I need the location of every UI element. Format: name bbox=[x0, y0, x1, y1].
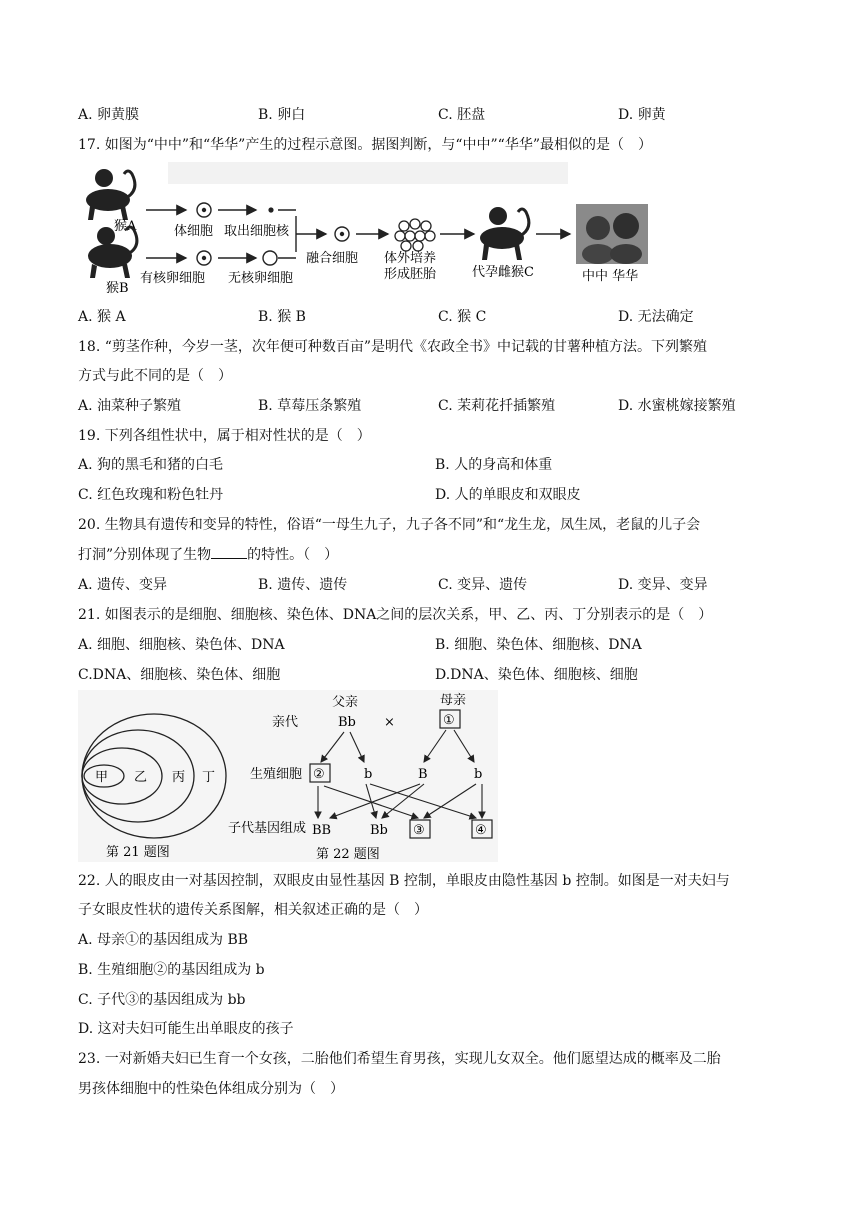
q21-q22-figures bbox=[78, 690, 498, 862]
nucleus-icon bbox=[268, 207, 273, 212]
q16-option-b: B. 卵白 bbox=[258, 107, 306, 123]
q20-stem-line1: 20. 生物具有遗传和变异的特性，俗语“一母生九子，九子各不同”和“龙生龙，凤生凤，老鼠的儿子会 bbox=[78, 517, 701, 533]
monkey-a-label: 猴A bbox=[114, 219, 137, 234]
q20-option-b: B. 遗传、遗传 bbox=[258, 577, 348, 593]
q22-mark-1: ① bbox=[443, 713, 455, 728]
q16-option-c: C. 胚盘 bbox=[438, 107, 486, 123]
babies-label: 中中 华华 bbox=[582, 269, 639, 284]
q19-options-row1 bbox=[78, 456, 798, 474]
embryo-icon bbox=[395, 219, 435, 251]
q22-gamete-mother-b: b bbox=[474, 767, 483, 782]
q22-mark-4: ④ bbox=[475, 823, 487, 838]
q22-cross-sign: × bbox=[384, 715, 395, 730]
q21-option-c: C.DNA、细胞核、染色体、细胞 bbox=[78, 667, 281, 683]
q19-stem: 19. 下列各组性状中，属于相对性状的是（ ） bbox=[78, 428, 371, 444]
monkey-b-icon bbox=[88, 227, 137, 278]
q20-answer-blank bbox=[211, 546, 247, 559]
baby-monkeys-photo bbox=[576, 204, 648, 264]
q20-stem-part-a: 打洞”分别体现了生物 bbox=[78, 547, 212, 563]
q19-option-b: B. 人的身高和体重 bbox=[435, 457, 553, 473]
q22-offspring-Bb: Bb bbox=[370, 823, 388, 838]
q22-parents-label: 亲代 bbox=[272, 715, 299, 730]
q22-mother-label: 母亲 bbox=[440, 693, 467, 708]
q19-option-a: A. 狗的黑毛和猪的白毛 bbox=[78, 457, 224, 473]
somatic-cell-label: 体细胞 bbox=[174, 224, 214, 239]
monkey-c-label: 代孕雌猴C bbox=[472, 265, 534, 280]
q22-gamete-mother-B: B bbox=[418, 767, 428, 782]
q22-mark-2: ② bbox=[313, 767, 325, 782]
q20-option-a: A. 遗传、变异 bbox=[78, 577, 168, 593]
monkey-b-label: 猴B bbox=[106, 281, 129, 296]
q17-figure bbox=[78, 158, 658, 300]
q19-options-row2 bbox=[78, 486, 798, 504]
q21-option-d: D.DNA、染色体、细胞核、细胞 bbox=[435, 667, 638, 683]
q18-option-d: D. 水蜜桃嫁接繁殖 bbox=[618, 398, 736, 414]
q16-option-a: A. 卵黄膜 bbox=[78, 107, 140, 123]
q22-option-b: B. 生殖细胞②的基因组成为 b bbox=[78, 962, 265, 978]
q21-option-b: B. 细胞、染色体、细胞核、DNA bbox=[435, 637, 642, 653]
q18-options bbox=[78, 397, 798, 415]
culture-label-2: 形成胚胎 bbox=[384, 267, 437, 282]
q22-offspring-BB: BB bbox=[312, 823, 332, 838]
q17-option-c: C. 猴 C bbox=[438, 309, 487, 325]
q21-label-jia: 甲 bbox=[95, 770, 109, 785]
q17-stem: 17. 如图为“中中”和“华华”产生的过程示意图。据图判断，与“中中”“华华”最相似的是（ ） bbox=[78, 137, 652, 153]
q18-stem-line1: 18. “剪茎作种，今岁一茎，次年便可种数百亩”是明代《农政全书》中记载的甘薯种植方法。下列繁殖 bbox=[78, 339, 708, 355]
q22-stem-line2: 子女眼皮性状的遗传关系图解，相关叙述正确的是（ ） bbox=[78, 902, 428, 918]
q20-option-d: D. 变异、变异 bbox=[618, 577, 708, 593]
q17-option-a: A. 猴 A bbox=[78, 309, 126, 325]
enucleated-egg-label: 无核卵细胞 bbox=[228, 271, 294, 286]
q22-gamete-father-b: b bbox=[364, 767, 373, 782]
q22-mark-3: ③ bbox=[413, 823, 425, 838]
q20-option-c: C. 变异、遗传 bbox=[438, 577, 528, 593]
q21-options-row2 bbox=[78, 666, 798, 684]
q22-caption: 第 22 题图 bbox=[316, 847, 380, 862]
q22-father-label: 父亲 bbox=[332, 695, 359, 710]
q17-option-b: B. 猴 B bbox=[258, 309, 306, 325]
q20-stem-line2 bbox=[78, 546, 338, 564]
q17-options bbox=[78, 308, 798, 326]
q18-option-b: B. 草莓压条繁殖 bbox=[258, 398, 362, 414]
take-nucleus-label: 取出细胞核 bbox=[224, 224, 290, 239]
q21-label-bing: 丙 bbox=[172, 770, 186, 785]
q17-option-d: D. 无法确定 bbox=[618, 309, 694, 325]
q21-options-row1 bbox=[78, 636, 798, 654]
q19-option-d: D. 人的单眼皮和双眼皮 bbox=[435, 487, 581, 503]
q22-option-d: D. 这对夫妇可能生出单眼皮的孩子 bbox=[78, 1021, 294, 1037]
q22-germ-cells-label: 生殖细胞 bbox=[250, 767, 303, 782]
q16-options bbox=[78, 106, 798, 124]
q21-option-a: A. 细胞、细胞核、染色体、DNA bbox=[78, 637, 285, 653]
q21-label-yi: 乙 bbox=[134, 770, 148, 785]
q22-stem-line1: 22. 人的眼皮由一对基因控制，双眼皮由显性基因 B 控制，单眼皮由隐性基因 b 控制。如图是一对夫妇与 bbox=[78, 873, 730, 889]
culture-label-1: 体外培养 bbox=[384, 251, 437, 266]
q22-option-a: A. 母亲①的基因组成为 BB bbox=[78, 932, 249, 948]
q21-label-ding: 丁 bbox=[202, 770, 216, 785]
q21-stem: 21. 如图表示的是细胞、细胞核、染色体、DNA之间的层次关系，甲、乙、丙、丁分别表示的是（ ） bbox=[78, 607, 713, 623]
nucleated-egg-label: 有核卵细胞 bbox=[140, 271, 206, 286]
q21-caption: 第 21 题图 bbox=[106, 845, 170, 860]
q23-stem-line1: 23. 一对新婚夫妇已生育一个女孩，二胎他们希望生育男孩，实现儿女双全。他们愿望达成的概率及二胎 bbox=[78, 1051, 721, 1067]
q18-option-c: C. 茉莉花扦插繁殖 bbox=[438, 398, 556, 414]
q20-options bbox=[78, 576, 798, 594]
q19-option-c: C. 红色玫瑰和粉色牡丹 bbox=[78, 487, 224, 503]
fused-cell-label: 融合细胞 bbox=[306, 251, 359, 266]
q23-stem-line2: 男孩体细胞中的性染色体组成分别为（ ） bbox=[78, 1081, 344, 1097]
monkey-a-icon bbox=[86, 169, 135, 220]
q22-father-genotype: Bb bbox=[338, 715, 356, 730]
q20-stem-part-b: 的特性。（ ） bbox=[247, 547, 339, 563]
q22-option-c: C. 子代③的基因组成为 bb bbox=[78, 992, 246, 1008]
q18-option-a: A. 油菜种子繁殖 bbox=[78, 398, 182, 414]
q16-option-d: D. 卵黄 bbox=[618, 107, 666, 123]
monkey-c-icon bbox=[480, 207, 529, 260]
q18-stem-line2: 方式与此不同的是（ ） bbox=[78, 368, 232, 384]
enucleated-egg-icon bbox=[263, 251, 277, 265]
q22-offspring-label: 子代基因组成 bbox=[228, 821, 307, 836]
